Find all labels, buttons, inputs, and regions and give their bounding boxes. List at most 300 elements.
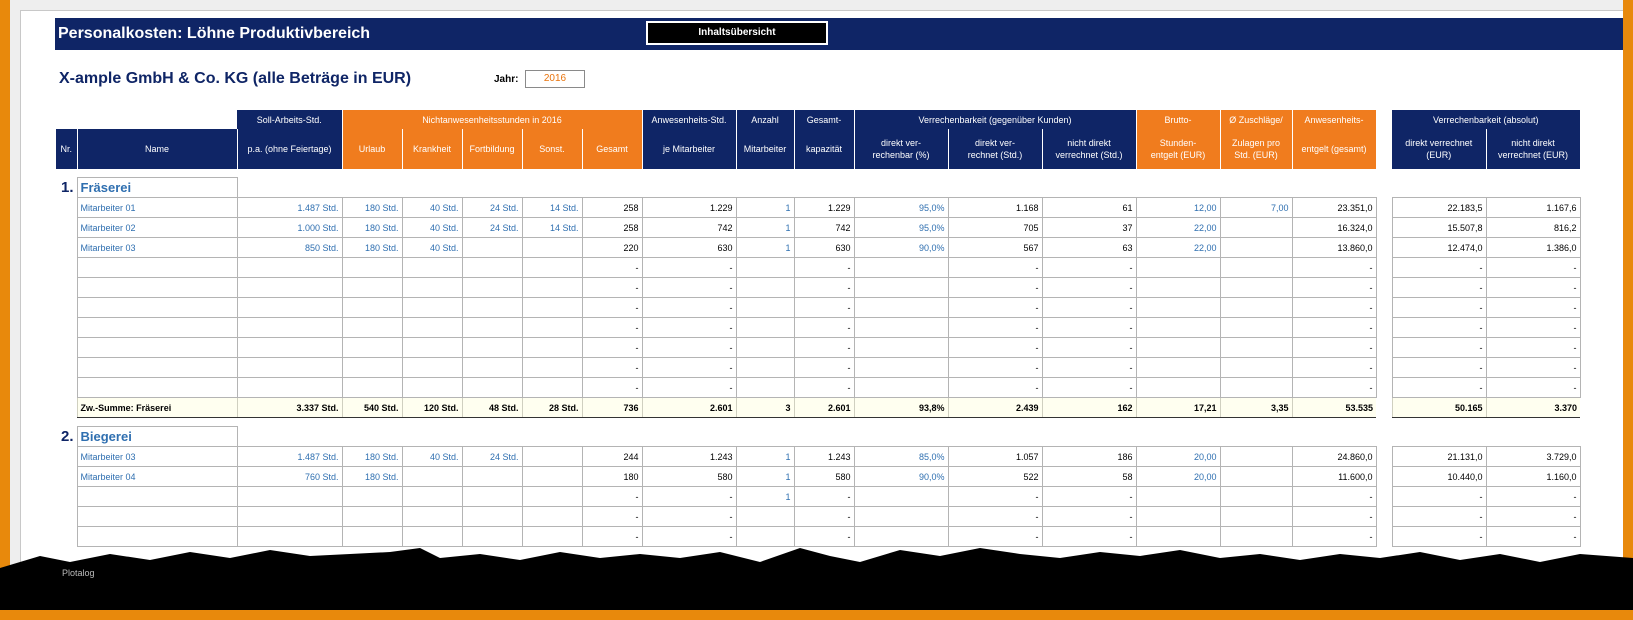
- column-gap: [1376, 198, 1392, 218]
- value-cell: 1.160,0: [1486, 467, 1580, 487]
- value-cell: 24.860,0: [1292, 447, 1376, 467]
- value-cell: [854, 258, 948, 278]
- value-cell: -: [948, 487, 1042, 507]
- value-cell: -: [1042, 378, 1136, 398]
- value-cell: -: [794, 487, 854, 507]
- value-cell: [736, 298, 794, 318]
- value-cell: [522, 258, 582, 278]
- col-gesamt-nicht: Gesamt: [582, 129, 642, 169]
- value-cell: -: [1042, 507, 1136, 527]
- section-header: [56, 178, 1580, 198]
- value-cell: [462, 338, 522, 358]
- subtotal-value: 736: [582, 398, 642, 418]
- table-row[interactable]: [56, 507, 1580, 527]
- value-cell: 20,00: [1136, 447, 1220, 467]
- value-cell: 1.487 Std.: [237, 198, 342, 218]
- value-cell: -: [642, 278, 736, 298]
- column-gap: [1376, 447, 1392, 467]
- value-cell: 1: [736, 487, 794, 507]
- value-cell: 63: [1042, 238, 1136, 258]
- value-cell: -: [1486, 358, 1580, 378]
- table-row[interactable]: [56, 238, 1580, 258]
- value-cell: [854, 527, 948, 547]
- value-cell: [402, 318, 462, 338]
- value-cell: [522, 378, 582, 398]
- value-cell: 1: [736, 218, 794, 238]
- value-cell: [522, 467, 582, 487]
- section-header-filler: [237, 178, 1580, 198]
- year-label: Jahr:: [494, 74, 519, 85]
- table-row[interactable]: [56, 338, 1580, 358]
- year-input[interactable]: 2016: [525, 70, 585, 88]
- value-cell: -: [1392, 318, 1486, 338]
- column-gap: [1376, 238, 1392, 258]
- subtotal-value: 162: [1042, 398, 1136, 418]
- value-cell: [1136, 378, 1220, 398]
- value-cell: -: [1392, 338, 1486, 358]
- value-cell: 1.243: [794, 447, 854, 467]
- value-cell: 180: [582, 467, 642, 487]
- value-cell: 258: [582, 218, 642, 238]
- employee-name-cell: [77, 338, 237, 358]
- value-cell: 90,0%: [854, 238, 948, 258]
- value-cell: [854, 487, 948, 507]
- torn-edge-overlay: [0, 548, 1633, 620]
- table-row[interactable]: [56, 378, 1580, 398]
- employee-name-cell: [77, 378, 237, 398]
- value-cell: [402, 258, 462, 278]
- value-cell: [522, 447, 582, 467]
- value-cell: [402, 527, 462, 547]
- row-nr-cell: [56, 298, 77, 318]
- value-cell: -: [1392, 487, 1486, 507]
- employee-name-cell: Mitarbeiter 04: [77, 467, 237, 487]
- value-cell: 40 Std.: [402, 218, 462, 238]
- value-cell: -: [1292, 298, 1376, 318]
- value-cell: [402, 507, 462, 527]
- subtotal-value: 50.165: [1392, 398, 1486, 418]
- value-cell: 58: [1042, 467, 1136, 487]
- value-cell: 580: [794, 467, 854, 487]
- value-cell: 816,2: [1486, 218, 1580, 238]
- value-cell: [342, 338, 402, 358]
- value-cell: [1136, 507, 1220, 527]
- header-row-1: [56, 110, 1580, 129]
- value-cell: [1220, 507, 1292, 527]
- value-cell: 20,00: [1136, 467, 1220, 487]
- value-cell: -: [642, 487, 736, 507]
- section-name: Biegerei: [77, 427, 237, 447]
- value-cell: -: [1292, 527, 1376, 547]
- value-cell: -: [582, 507, 642, 527]
- value-cell: [736, 358, 794, 378]
- subtotal-value: 2.601: [642, 398, 736, 418]
- value-cell: [402, 358, 462, 378]
- value-cell: 22.183,5: [1392, 198, 1486, 218]
- value-cell: [854, 278, 948, 298]
- row-nr-cell: [56, 398, 77, 418]
- value-cell: [402, 278, 462, 298]
- value-cell: 244: [582, 447, 642, 467]
- subtotal-value: 120 Std.: [402, 398, 462, 418]
- col-brutto-header: Brutto-: [1136, 110, 1220, 129]
- value-cell: [736, 318, 794, 338]
- value-cell: -: [1392, 358, 1486, 378]
- value-cell: [342, 487, 402, 507]
- value-cell: 24 Std.: [462, 218, 522, 238]
- spacer-row: [56, 418, 1580, 427]
- value-cell: [522, 507, 582, 527]
- table-row[interactable]: [56, 218, 1580, 238]
- col-verrechenbarkeit-abs-header: Verrechenbarkeit (absolut): [1392, 110, 1580, 129]
- value-cell: -: [582, 278, 642, 298]
- column-gap: [1376, 467, 1392, 487]
- employee-name-cell: Mitarbeiter 03: [77, 447, 237, 467]
- value-cell: -: [1486, 278, 1580, 298]
- value-cell: [522, 338, 582, 358]
- value-cell: -: [794, 298, 854, 318]
- value-cell: [342, 507, 402, 527]
- column-gap: [1376, 398, 1392, 418]
- value-cell: -: [642, 338, 736, 358]
- subtotal-label: Zw.-Summe: Fräserei: [77, 398, 237, 418]
- row-headers: [10, 10, 21, 610]
- value-cell: [237, 487, 342, 507]
- toc-button[interactable]: Inhaltsübersicht: [646, 21, 828, 45]
- table-body: [56, 169, 1580, 547]
- value-cell: -: [1392, 527, 1486, 547]
- col-kapazitaet: kapazität: [794, 129, 854, 169]
- value-cell: 11.600,0: [1292, 467, 1376, 487]
- value-cell: [402, 487, 462, 507]
- employee-name-cell: Mitarbeiter 03: [77, 238, 237, 258]
- value-cell: 21.131,0: [1392, 447, 1486, 467]
- value-cell: -: [794, 318, 854, 338]
- row-nr-cell: [56, 218, 77, 238]
- value-cell: -: [642, 527, 736, 547]
- subtotal-value: 17,21: [1136, 398, 1220, 418]
- value-cell: -: [582, 318, 642, 338]
- value-cell: -: [1042, 358, 1136, 378]
- value-cell: -: [1392, 258, 1486, 278]
- value-cell: [1220, 318, 1292, 338]
- value-cell: [462, 467, 522, 487]
- row-nr-cell: [56, 318, 77, 338]
- value-cell: -: [1292, 278, 1376, 298]
- value-cell: [522, 358, 582, 378]
- value-cell: 522: [948, 467, 1042, 487]
- col-fortbildung: Fortbildung: [462, 129, 522, 169]
- col-direkt-verrechenbar-pct: direkt ver- rechenbar (%): [854, 129, 948, 169]
- value-cell: -: [1486, 318, 1580, 338]
- subtotal-value: 3.370: [1486, 398, 1580, 418]
- value-cell: -: [1392, 298, 1486, 318]
- subtotal-value: 3.337 Std.: [237, 398, 342, 418]
- subtotal-value: 2.601: [794, 398, 854, 418]
- value-cell: [342, 527, 402, 547]
- value-cell: [522, 238, 582, 258]
- row-nr-cell: [56, 338, 77, 358]
- col-krankheit: Krankheit: [402, 129, 462, 169]
- value-cell: -: [1392, 278, 1486, 298]
- value-cell: [1220, 378, 1292, 398]
- value-cell: -: [948, 258, 1042, 278]
- value-cell: 220: [582, 238, 642, 258]
- value-cell: [736, 258, 794, 278]
- value-cell: [237, 298, 342, 318]
- value-cell: 580: [642, 467, 736, 487]
- row-nr-cell: [56, 358, 77, 378]
- col-anwesenheit-header: Anwesenheits-Std.: [642, 110, 736, 129]
- table-row[interactable]: [56, 467, 1580, 487]
- value-cell: -: [948, 298, 1042, 318]
- value-cell: [462, 378, 522, 398]
- column-gap: [1376, 507, 1392, 527]
- col-urlaub: Urlaub: [342, 129, 402, 169]
- value-cell: 40 Std.: [402, 447, 462, 467]
- value-cell: 705: [948, 218, 1042, 238]
- value-cell: -: [1292, 487, 1376, 507]
- value-cell: [1220, 467, 1292, 487]
- column-headers: [10, 0, 1623, 11]
- value-cell: [402, 298, 462, 318]
- value-cell: [1220, 238, 1292, 258]
- subtotal-value: 2.439: [948, 398, 1042, 418]
- value-cell: 23.351,0: [1292, 198, 1376, 218]
- value-cell: [736, 338, 794, 358]
- value-cell: -: [642, 298, 736, 318]
- value-cell: [1136, 358, 1220, 378]
- personnel-cost-table: [56, 110, 1581, 547]
- employee-name-cell: [77, 507, 237, 527]
- row-nr-cell: [56, 238, 77, 258]
- row-nr-cell: [56, 278, 77, 298]
- value-cell: -: [794, 258, 854, 278]
- value-cell: 7,00: [1220, 198, 1292, 218]
- value-cell: -: [948, 378, 1042, 398]
- value-cell: -: [794, 358, 854, 378]
- table-row[interactable]: [56, 298, 1580, 318]
- value-cell: 15.507,8: [1392, 218, 1486, 238]
- value-cell: 760 Std.: [237, 467, 342, 487]
- value-cell: 16.324,0: [1292, 218, 1376, 238]
- value-cell: -: [1292, 258, 1376, 278]
- value-cell: [1220, 487, 1292, 507]
- value-cell: [736, 527, 794, 547]
- col-entgelt-gesamt: entgelt (gesamt): [1292, 129, 1376, 169]
- value-cell: [1136, 298, 1220, 318]
- subtotal-value: 3: [736, 398, 794, 418]
- subtotal-value: 93,8%: [854, 398, 948, 418]
- value-cell: -: [1486, 298, 1580, 318]
- value-cell: 630: [794, 238, 854, 258]
- value-cell: [1136, 487, 1220, 507]
- column-gap: [1376, 527, 1392, 547]
- col-direkt-verrechnet-eur: direkt verrechnet (EUR): [1392, 129, 1486, 169]
- employee-name-cell: Mitarbeiter 02: [77, 218, 237, 238]
- row-nr-cell: [56, 487, 77, 507]
- col-anwesenheitsentgelt-header: Anwesenheits-: [1292, 110, 1376, 129]
- value-cell: [462, 507, 522, 527]
- value-cell: [402, 338, 462, 358]
- value-cell: 180 Std.: [342, 447, 402, 467]
- table-row[interactable]: [56, 358, 1580, 378]
- value-cell: [462, 358, 522, 378]
- value-cell: 1.168: [948, 198, 1042, 218]
- col-gesamt-header: Gesamt-: [794, 110, 854, 129]
- table-row[interactable]: [56, 447, 1580, 467]
- employee-name-cell: [77, 318, 237, 338]
- value-cell: -: [1042, 318, 1136, 338]
- value-cell: 24 Std.: [462, 447, 522, 467]
- value-cell: 186: [1042, 447, 1136, 467]
- table-row[interactable]: [56, 527, 1580, 547]
- employee-name-cell: Mitarbeiter 01: [77, 198, 237, 218]
- value-cell: -: [1486, 487, 1580, 507]
- value-cell: [522, 487, 582, 507]
- value-cell: 1.167,6: [1486, 198, 1580, 218]
- value-cell: [522, 298, 582, 318]
- value-cell: -: [1042, 278, 1136, 298]
- value-cell: -: [1292, 507, 1376, 527]
- value-cell: -: [582, 338, 642, 358]
- value-cell: [522, 318, 582, 338]
- value-cell: -: [948, 507, 1042, 527]
- value-cell: -: [794, 507, 854, 527]
- value-cell: 22,00: [1136, 218, 1220, 238]
- value-cell: [1136, 258, 1220, 278]
- col-verrechenbarkeit-header: Verrechenbarkeit (gegenüber Kunden): [854, 110, 1136, 129]
- value-cell: 258: [582, 198, 642, 218]
- column-gap: [1376, 358, 1392, 378]
- employee-name-cell: [77, 487, 237, 507]
- value-cell: 12,00: [1136, 198, 1220, 218]
- value-cell: -: [1486, 507, 1580, 527]
- value-cell: -: [642, 358, 736, 378]
- value-cell: 14 Std.: [522, 198, 582, 218]
- col-nicht-direkt-eur: nicht direkt verrechnet (EUR): [1486, 129, 1580, 169]
- value-cell: -: [948, 527, 1042, 547]
- footer-watermark: Plotalog: [62, 568, 95, 578]
- col-direkt-verrechnet-std: direkt ver- rechnet (Std.): [948, 129, 1042, 169]
- col-nr: Nr.: [56, 129, 77, 169]
- col-nicht-direkt-std: nicht direkt verrechnet (Std.): [1042, 129, 1136, 169]
- spacer-row: [56, 169, 1580, 178]
- value-cell: 61: [1042, 198, 1136, 218]
- value-cell: [237, 358, 342, 378]
- value-cell: 1: [736, 198, 794, 218]
- value-cell: -: [582, 487, 642, 507]
- col-zuschlaege-header: Ø Zuschläge/: [1220, 110, 1292, 129]
- value-cell: -: [1292, 318, 1376, 338]
- value-cell: -: [582, 258, 642, 278]
- value-cell: -: [1392, 378, 1486, 398]
- value-cell: -: [1392, 507, 1486, 527]
- table-row[interactable]: [56, 258, 1580, 278]
- section-number: 1.: [60, 179, 74, 196]
- col-nichtanwesenheit-header: Nichtanwesenheitsstunden in 2016: [342, 110, 642, 129]
- value-cell: -: [642, 507, 736, 527]
- col-zulagen: Zulagen pro Std. (EUR): [1220, 129, 1292, 169]
- value-cell: -: [948, 338, 1042, 358]
- value-cell: [854, 507, 948, 527]
- col-name: Name: [77, 129, 237, 169]
- value-cell: 1.000 Std.: [237, 218, 342, 238]
- value-cell: [1220, 358, 1292, 378]
- value-cell: [342, 358, 402, 378]
- column-gap: [1376, 258, 1392, 278]
- value-cell: -: [582, 527, 642, 547]
- value-cell: [1220, 447, 1292, 467]
- subtotal-value: 53.535: [1292, 398, 1376, 418]
- value-cell: -: [948, 278, 1042, 298]
- value-cell: [342, 298, 402, 318]
- value-cell: -: [582, 378, 642, 398]
- value-cell: -: [642, 318, 736, 338]
- value-cell: [1220, 298, 1292, 318]
- value-cell: [342, 378, 402, 398]
- value-cell: -: [948, 358, 1042, 378]
- value-cell: 180 Std.: [342, 198, 402, 218]
- value-cell: 85,0%: [854, 447, 948, 467]
- value-cell: -: [1042, 487, 1136, 507]
- value-cell: 37: [1042, 218, 1136, 238]
- value-cell: [736, 278, 794, 298]
- value-cell: -: [794, 278, 854, 298]
- value-cell: 90,0%: [854, 467, 948, 487]
- value-cell: -: [642, 258, 736, 278]
- table-row[interactable]: [56, 318, 1580, 338]
- value-cell: -: [1292, 338, 1376, 358]
- row-nr-cell: [56, 378, 77, 398]
- value-cell: [342, 258, 402, 278]
- value-cell: -: [642, 378, 736, 398]
- value-cell: [854, 298, 948, 318]
- employee-name-cell: [77, 298, 237, 318]
- value-cell: [1136, 278, 1220, 298]
- value-cell: 1.487 Std.: [237, 447, 342, 467]
- column-gap: [1376, 218, 1392, 238]
- value-cell: -: [1042, 298, 1136, 318]
- subtotal-value: 540 Std.: [342, 398, 402, 418]
- value-cell: -: [794, 378, 854, 398]
- value-cell: 40 Std.: [402, 198, 462, 218]
- section-name: Fräserei: [77, 178, 237, 198]
- value-cell: 95,0%: [854, 218, 948, 238]
- table-row[interactable]: [56, 278, 1580, 298]
- value-cell: 1.386,0: [1486, 238, 1580, 258]
- table-row[interactable]: [56, 487, 1580, 507]
- value-cell: 180 Std.: [342, 218, 402, 238]
- value-cell: [237, 278, 342, 298]
- section-header-filler: [237, 427, 1580, 447]
- value-cell: 1: [736, 467, 794, 487]
- table-row[interactable]: [56, 198, 1580, 218]
- value-cell: -: [1486, 258, 1580, 278]
- value-cell: 1.243: [642, 447, 736, 467]
- value-cell: [237, 258, 342, 278]
- value-cell: -: [1486, 527, 1580, 547]
- value-cell: -: [1042, 338, 1136, 358]
- value-cell: 1: [736, 447, 794, 467]
- value-cell: [342, 318, 402, 338]
- column-gap: [1376, 298, 1392, 318]
- section-header: [56, 427, 1580, 447]
- value-cell: [1220, 527, 1292, 547]
- value-cell: [462, 238, 522, 258]
- row-nr-cell: [56, 198, 77, 218]
- col-stundenentgelt: Stunden- entgelt (EUR): [1136, 129, 1220, 169]
